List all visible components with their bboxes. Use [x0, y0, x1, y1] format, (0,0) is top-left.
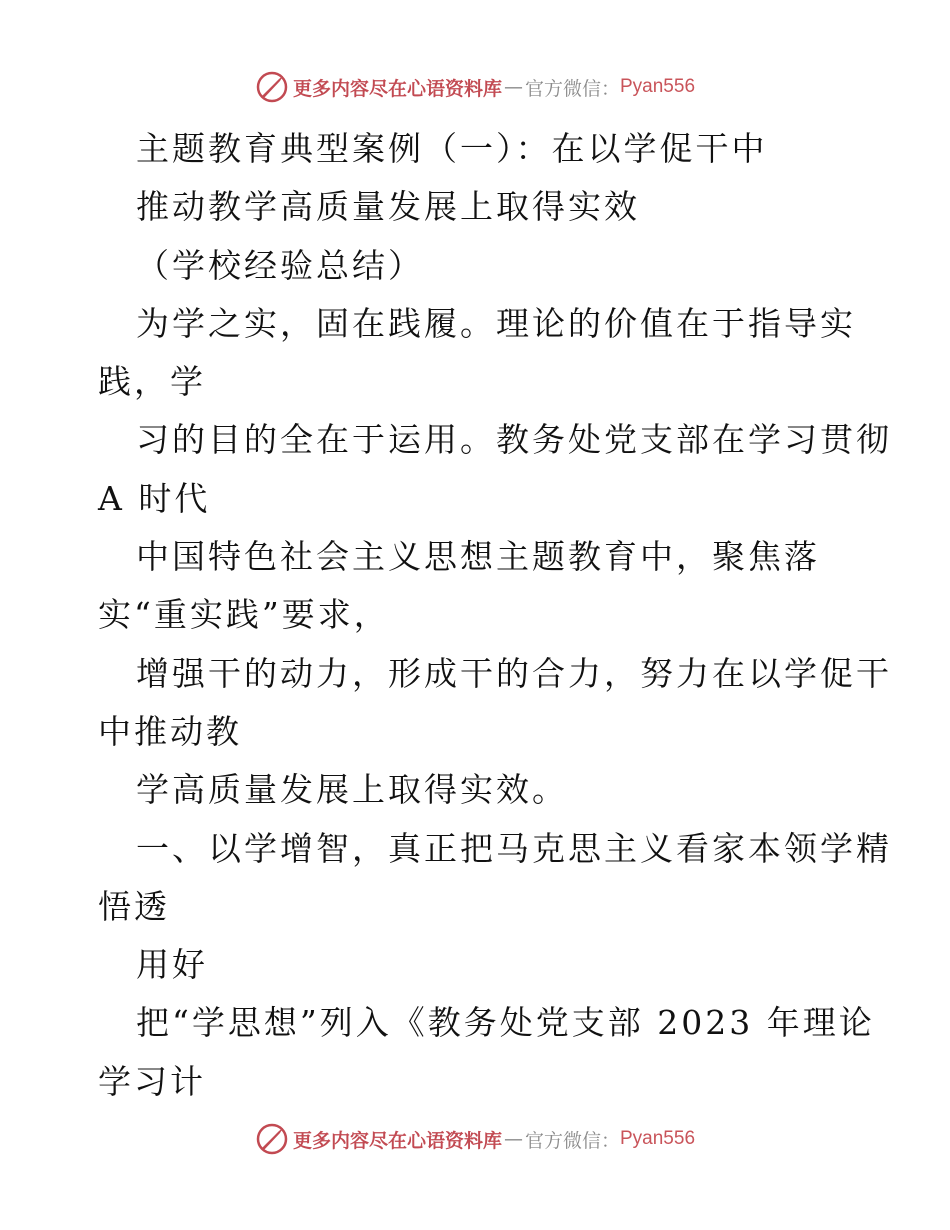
watermark-label: 官方微信：: [524, 77, 620, 100]
text-line: 习的目的全在于运用。教务处党支部在学习贯彻: [136, 420, 892, 460]
text-line: （学校经验总结）: [136, 245, 424, 285]
document-body: [98, 120, 892, 1111]
quill-seal-icon: [255, 1122, 289, 1156]
text-line: 中国特色社会主义思想主题教育中，聚焦落: [136, 537, 820, 577]
header-watermark: [0, 70, 950, 104]
footer-watermark: [0, 1122, 950, 1156]
text-line: 主题教育典型案例（一）：在以学促干中: [136, 129, 768, 168]
quill-seal-icon: [255, 70, 289, 104]
watermark-id: Pyan556: [620, 76, 696, 97]
watermark-dash: —: [503, 1128, 523, 1150]
text-line: 用好: [136, 945, 208, 985]
text-line: A 时代: [98, 478, 211, 518]
text-line: 推动教学高质量发展上取得实效: [136, 187, 640, 227]
watermark-dash: —: [503, 76, 523, 98]
text-line: 中推动教: [98, 711, 242, 751]
text-line: 践，学: [98, 362, 206, 402]
text-line: 学高质量发展上取得实效。: [136, 770, 568, 810]
text-line: 悟透: [98, 886, 170, 926]
text-line: 为学之实，固在践履。理论的价值在于指导实: [136, 303, 856, 343]
text-line: 增强干的动力，形成干的合力，努力在以学促干: [136, 653, 892, 693]
watermark-id: Pyan556: [620, 1128, 696, 1149]
watermark-label: 官方微信：: [524, 1129, 620, 1152]
text-line: 实“重实践”要求，: [98, 595, 390, 635]
text-line: 学习计: [98, 1061, 206, 1101]
watermark-main-text: 更多内容尽在心语资料库: [292, 1129, 502, 1152]
text-line: 把“学思想”列入《教务处党支部 2023 年理论: [136, 1003, 875, 1043]
text-line: 一、以学增智，真正把马克思主义看家本领学精: [136, 828, 892, 868]
watermark-main-text: 更多内容尽在心语资料库: [292, 77, 502, 100]
